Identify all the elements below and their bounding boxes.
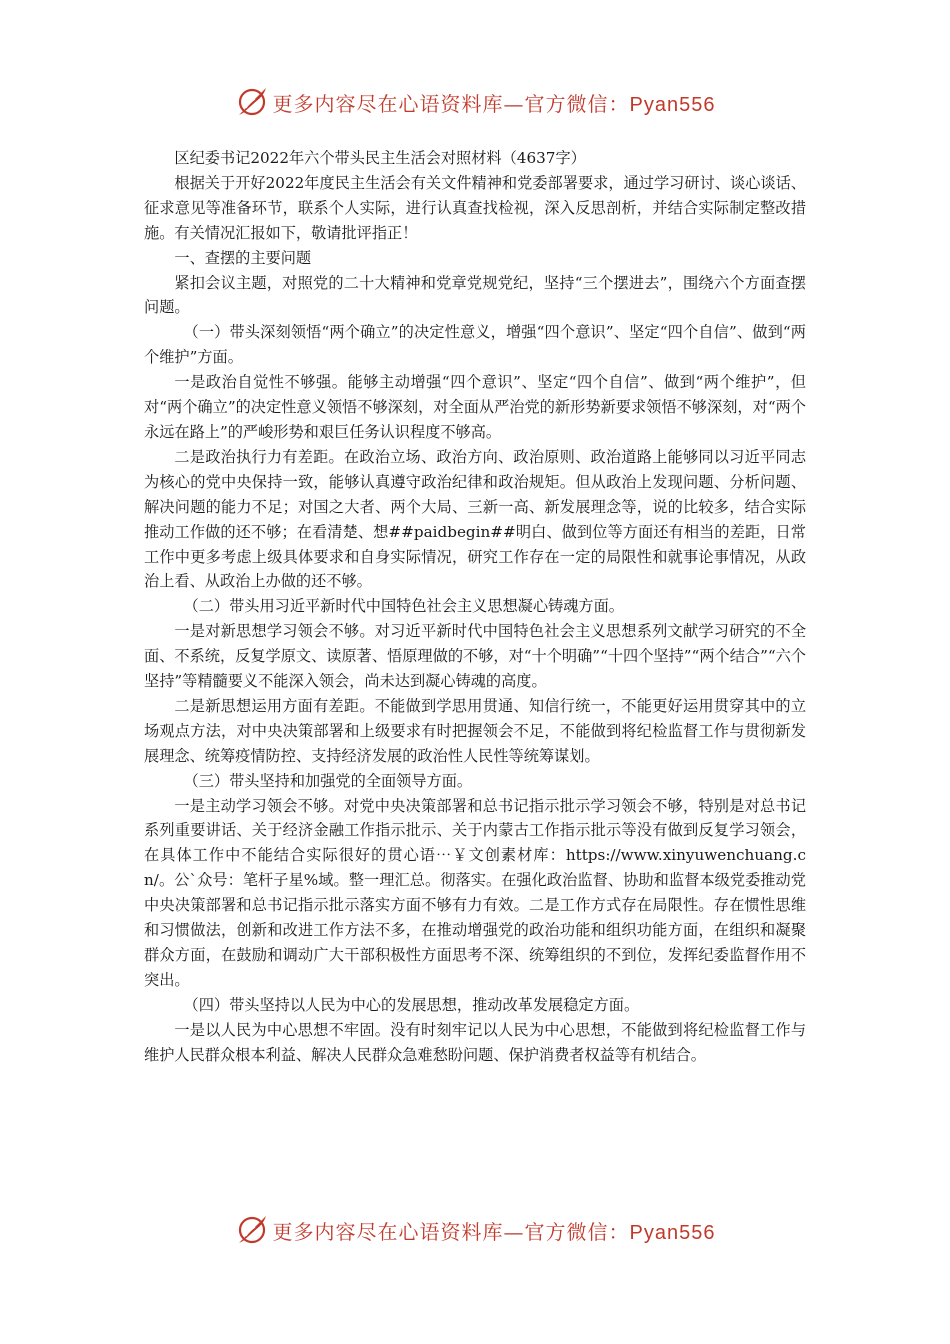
watermark-banner-top <box>0 82 950 122</box>
watermark-main: 更多内容尽在心语资料库 <box>272 1219 504 1244</box>
watermark-text <box>273 1216 716 1245</box>
watermark-banner-bottom <box>0 1210 950 1250</box>
section-heading: 一、查摆的主要问题 <box>174 248 312 267</box>
quill-logo-icon <box>235 85 269 119</box>
watermark-separator: — <box>503 1219 525 1244</box>
paragraph: 一是以人民为中心思想不牢固。没有时刻牢记以人民为中心思想，不能做到将纪检监督工作与维护人民群众根本利益、解决人民群众急难愁盼问题、保护消费者权益等有机结合。 <box>144 1020 806 1064</box>
quill-logo-icon <box>235 1213 269 1247</box>
watermark-wechat-label: 官方微信： <box>524 91 630 116</box>
intro-paragraph: 根据关于开好2022年度民主生活会有关文件精神和党委部署要求，通过学习研讨、谈心谈话、征求意见等准备环节，联系个人实际，进行认真查找检视，深入反思剖析，并结合实际制定整改措施。有关情况汇报如下，敬请批评指正！ <box>144 173 806 242</box>
watermark-main: 更多内容尽在心语资料库 <box>272 91 504 116</box>
paragraph: 一是主动学习领会不够。对党中央决策部署和总书记指示批示学习领会不够，特别是对总书记系列重要讲话、关于经济金融工作指示批示、关于内蒙古工作指示批示等没有做到反复学习领会，在具体工作中不能结合实际很好的贯心语⋯￥文创素材库：https://www.xinyuwenchuang.cn/。公`众号：笔杆子星%域。整一理汇总。彻落实。在强化政治监督、协助和监督本级党委推动党中央决策部署和总书记指示批示落实方面不够有力有效。二是工作方式存在局限性。存在惯性思维和习惯做法，创新和改进工作方法不多，在推动增强党的政治功能和组织功能方面，在组织和凝聚群众方面，在鼓励和调动广大干部积极性方面思考不深、统筹组织的不到位，发挥纪委监督作用不突出。 <box>144 796 806 989</box>
watermark-text <box>273 88 716 117</box>
watermark-wechat-id: Pyan556 <box>629 1221 716 1244</box>
subsection-heading: （一）带头深刻领悟“两个确立”的决定性意义，增强“四个意识”、坚定“四个自信”、做到“两个维护”方面。 <box>144 323 806 367</box>
paragraph: 一是对新思想学习领会不够。对习近平新时代中国特色社会主义思想系列文献学习研究的不全面、不系统，反复学原文、读原著、悟原理做的不够，对“十个明确”“十四个坚持”“两个结合”“六个坚持”等精髓要义不能深入领会，尚未达到凝心铸魂的高度。 <box>144 622 806 691</box>
subsection-heading: （三）带头坚持和加强党的全面领导方面。 <box>183 771 473 790</box>
document-title: 区纪委书记2022年六个带头民主生活会对照材料（4637字） <box>174 149 586 167</box>
watermark-wechat-id: Pyan556 <box>629 93 716 116</box>
document-body <box>144 146 806 1068</box>
paragraph: 一是政治自觉性不够强。能够主动增强“四个意识”、坚定“四个自信”、做到“两个维护”，但对“两个确立”的决定性意义领悟不够深刻，对全面从严治党的新形势新要求领悟不够深刻，对“两个永远在路上”的严峻形势和艰巨任务认识程度不够高。 <box>144 373 806 441</box>
watermark-wechat-label: 官方微信： <box>524 1219 630 1244</box>
paragraph: 二是政治执行力有差距。在政治立场、政治方向、政治原则、政治道路上能够同以习近平同志为核心的党中央保持一致，能够认真遵守政治纪律和政治规矩。但从政治上发现问题、分析问题、解决问题的能力不足；对国之大者、两个大局、三新一高、新发展理念等，说的比较多，结合实际推动工作做的还不够；在看清楚、想##paidbegin##明白、做到位等方面还有相当的差距，日常工作中更多考虑上级具体要求和自身实际情况，研究工作存在一定的局限性和就事论事情况，从政治上看、从政治上办做的还不够。 <box>144 447 806 591</box>
paragraph: 紧扣会议主题，对照党的二十大精神和党章党规党纪，坚持“三个摆进去”，围绕六个方面查摆问题。 <box>144 273 806 317</box>
paragraph: 二是新思想运用方面有差距。不能做到学思用贯通、知信行统一，不能更好运用贯穿其中的立场观点方法，对中央决策部署和上级要求有时把握领会不足，不能做到将纪检监督工作与贯彻新发展理念、统筹疫情防控、支持经济发展的政治性人民性等统筹谋划。 <box>144 696 806 765</box>
subsection-heading: （四）带头坚持以人民为中心的发展思想，推动改革发展稳定方面。 <box>183 995 640 1014</box>
watermark-separator: — <box>503 91 525 116</box>
subsection-heading: （二）带头用习近平新时代中国特色社会主义思想凝心铸魂方面。 <box>183 597 624 616</box>
